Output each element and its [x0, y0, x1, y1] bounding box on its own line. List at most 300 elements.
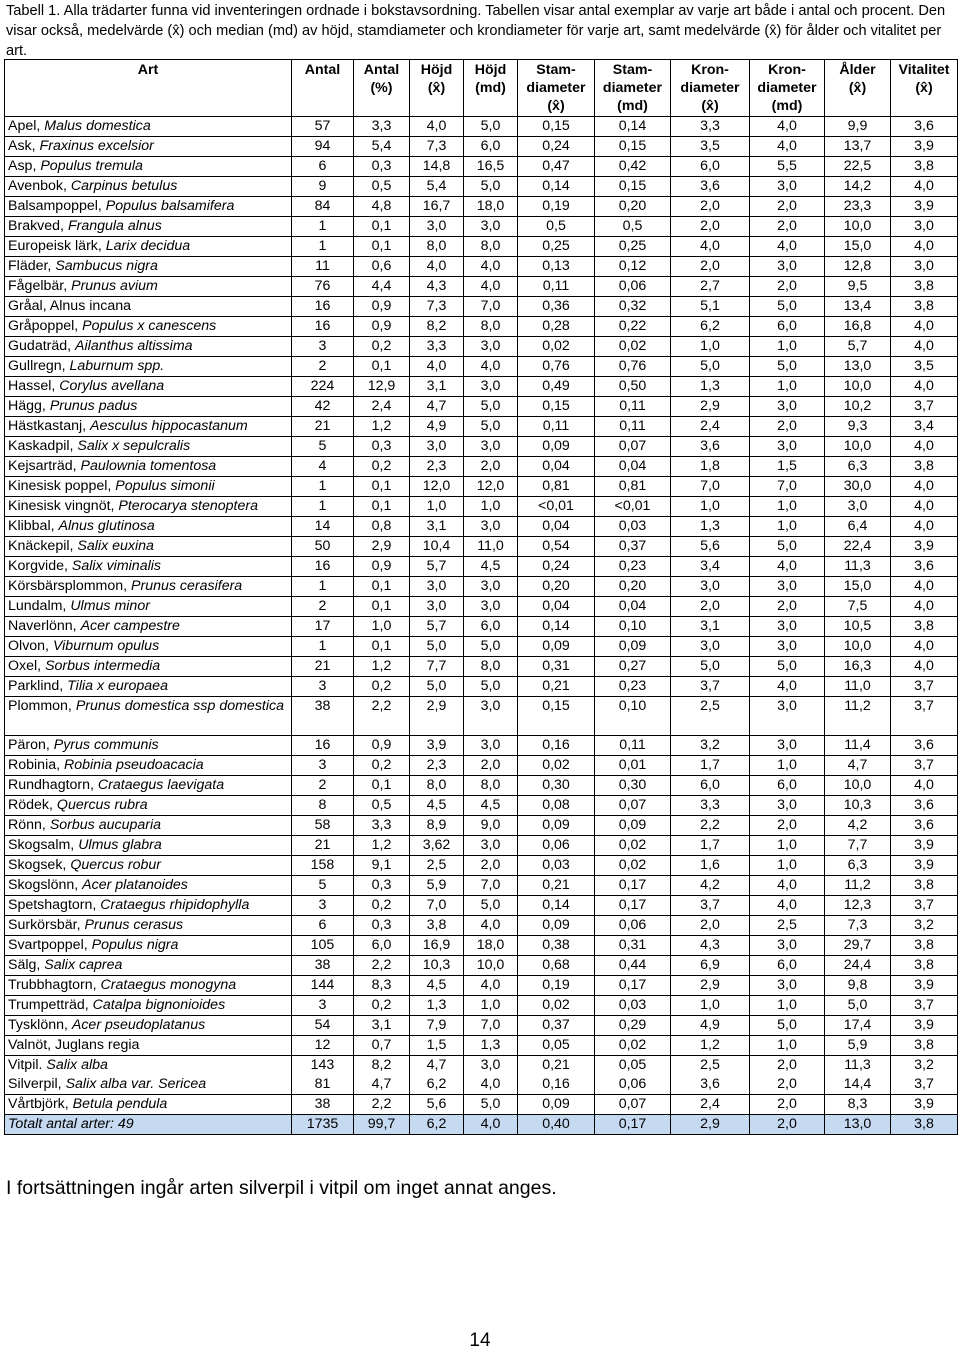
value-cell: 4,5	[410, 796, 464, 816]
value-cell: 1,0	[410, 497, 464, 517]
value-cell: 0,9	[354, 317, 410, 337]
value-cell: 0,25	[518, 237, 595, 257]
value-cell: 15,0	[825, 237, 891, 257]
value-cell: 6,2	[410, 1115, 464, 1135]
scientific-name: Viburnum opulus	[52, 638, 160, 654]
scientific-name: Acer campestre	[80, 618, 180, 634]
scientific-name: Robinia pseudoacacia	[64, 757, 204, 773]
value-cell: 3,8	[891, 297, 958, 317]
value-cell: 2,0	[750, 417, 825, 437]
value-cell: 58	[292, 816, 354, 836]
value-cell: 3,0	[750, 976, 825, 996]
column-header-line: (%)	[370, 80, 393, 96]
species-name	[5, 157, 292, 177]
scientific-name: Crataegus laevigata	[97, 777, 225, 793]
value-cell: 0,17	[595, 896, 671, 916]
table-row	[5, 477, 958, 497]
scientific-name: Aesculus hippocastanum	[90, 418, 248, 434]
value-cell: <0,01	[595, 497, 671, 517]
value-cell: 0,40	[518, 1115, 595, 1135]
value-cell: 3,8	[891, 876, 958, 896]
value-cell: 84	[292, 197, 354, 217]
value-cell: 3,7	[671, 677, 750, 697]
value-cell: 12,0	[410, 477, 464, 497]
value-cell: 5,0	[464, 177, 518, 197]
value-cell: 18,0	[464, 197, 518, 217]
species-name	[5, 916, 292, 936]
scientific-name: Prunus avium	[71, 278, 158, 294]
value-cell: 1,5	[410, 1036, 464, 1056]
value-cell	[750, 1056, 825, 1095]
species-name	[5, 197, 292, 217]
value-cell: 6	[292, 916, 354, 936]
species-name	[5, 956, 292, 976]
value-cell: 99,7	[354, 1115, 410, 1135]
value-cell: 2,0	[750, 1095, 825, 1115]
value-cell: 6,0	[354, 936, 410, 956]
value-cell: 2,0	[464, 457, 518, 477]
table-row	[5, 856, 958, 876]
value-cell: 2,5	[410, 856, 464, 876]
value-cell: 16,9	[410, 936, 464, 956]
value-cell: 0,11	[518, 277, 595, 297]
column-header-line: diameter	[602, 80, 663, 96]
value-cell: 5,0	[750, 297, 825, 317]
scientific-name: Betula pendula	[72, 1096, 168, 1112]
value-cell: 0,17	[595, 1115, 671, 1135]
value-cell: 2	[292, 597, 354, 617]
value-cell: 0,11	[595, 397, 671, 417]
value-cell: 0,19	[518, 197, 595, 217]
value-cell: 0,31	[595, 936, 671, 956]
value-cell: 0,02	[595, 1036, 671, 1056]
scientific-name: Salix euxina	[77, 538, 154, 554]
value-cell: 0,05	[518, 1036, 595, 1056]
total-row	[5, 1115, 958, 1135]
species-name	[5, 177, 292, 197]
value-cell: 0,07	[595, 796, 671, 816]
value-cell: 1,0	[464, 996, 518, 1016]
value-cell: 1,0	[671, 996, 750, 1016]
value-cell: 0,02	[518, 996, 595, 1016]
value-cell: 4,0	[891, 577, 958, 597]
value-cell: 3,0	[750, 437, 825, 457]
column-header-line: (x̂)	[427, 80, 446, 96]
value-cell: 1,0	[750, 756, 825, 776]
value-cell: 10,0	[464, 956, 518, 976]
value-cell: 0,04	[595, 597, 671, 617]
value-cell: 18,0	[464, 936, 518, 956]
value-cell: 0,04	[518, 597, 595, 617]
species-name	[5, 1036, 292, 1056]
value-cell: 7,0	[671, 477, 750, 497]
value-cell: 0,38	[518, 936, 595, 956]
column-header-line: (md)	[771, 98, 803, 114]
common-name: Brakved,	[8, 218, 68, 234]
column-header-line: diameter	[526, 80, 586, 96]
value-cell: 11,0	[464, 537, 518, 557]
table-row	[5, 197, 958, 217]
scientific-name: Sorbus aucuparia	[49, 817, 162, 833]
value-line: 3,7	[914, 1076, 934, 1092]
scientific-name: Laburnum spp.	[69, 358, 165, 374]
value-cell: 4,0	[671, 237, 750, 257]
value-cell: 4,5	[464, 796, 518, 816]
value-cell: 5,0	[410, 677, 464, 697]
total-label: Totalt antal arter: 49	[5, 1115, 292, 1135]
common-name: Trumpetträd,	[8, 997, 93, 1013]
common-name: Tysklönn,	[8, 1017, 72, 1033]
value-cell: 0,10	[595, 617, 671, 637]
value-cell: 4,7	[410, 397, 464, 417]
value-cell: 3,3	[671, 796, 750, 816]
value-cell: 0,15	[595, 137, 671, 157]
value-cell: 3,6	[891, 117, 958, 137]
species-name	[5, 1056, 292, 1095]
scientific-name: Corylus avellana	[59, 378, 165, 394]
value-cell: 21	[292, 657, 354, 677]
value-cell: 8,3	[354, 976, 410, 996]
value-cell: 3,9	[891, 976, 958, 996]
species-name	[5, 377, 292, 397]
column-header-line: diameter	[680, 80, 740, 96]
scientific-name: Quercus robur	[70, 857, 161, 873]
value-cell	[354, 1056, 410, 1095]
value-cell: 0,20	[595, 197, 671, 217]
value-cell: 11,2	[825, 876, 891, 896]
species-name	[5, 697, 292, 736]
value-cell: 1,0	[464, 497, 518, 517]
value-cell: 3,0	[671, 637, 750, 657]
column-header-line: (md)	[617, 98, 648, 114]
table-row	[5, 317, 958, 337]
value-cell: 0,15	[518, 697, 595, 736]
value-cell: 2	[292, 776, 354, 796]
value-cell: 4,5	[410, 976, 464, 996]
species-name	[5, 1095, 292, 1115]
table-row	[5, 117, 958, 137]
value-line: 4,0	[480, 1076, 501, 1092]
value-cell: 2,0	[750, 816, 825, 836]
value-cell: 3,0	[410, 437, 464, 457]
value-cell: 3,0	[464, 337, 518, 357]
value-cell: 21	[292, 417, 354, 437]
value-cell: 0,11	[518, 417, 595, 437]
common-name: Knäckepil,	[8, 538, 78, 554]
species-name	[5, 976, 292, 996]
table-row	[5, 1056, 958, 1095]
value-cell: 8	[292, 796, 354, 816]
value-cell: 3,0	[464, 517, 518, 537]
value-cell: 4,0	[750, 677, 825, 697]
value-cell: 4,2	[671, 876, 750, 896]
value-cell: 2,9	[671, 1115, 750, 1135]
value-cell: 0,15	[595, 177, 671, 197]
species-name	[5, 457, 292, 477]
value-cell: 0,5	[354, 177, 410, 197]
species-name	[5, 317, 292, 337]
value-cell: 0,10	[595, 697, 671, 736]
value-line: 3,6	[700, 1076, 720, 1092]
common-name: Asp,	[8, 158, 41, 174]
table-row	[5, 896, 958, 916]
table-row	[5, 657, 958, 677]
column-header	[891, 60, 958, 117]
common-name: Skogslönn,	[8, 877, 83, 893]
value-cell: 10,2	[825, 397, 891, 417]
value-cell: 7,7	[410, 657, 464, 677]
value-cell: 5,4	[410, 177, 464, 197]
value-cell: 8,0	[464, 776, 518, 796]
table-row	[5, 497, 958, 517]
value-cell: 0,20	[518, 577, 595, 597]
value-cell: 7,3	[825, 916, 891, 936]
table-row	[5, 756, 958, 776]
value-cell: 4,0	[891, 177, 958, 197]
common-name: Robinia,	[8, 757, 64, 773]
value-cell: 0,2	[354, 996, 410, 1016]
value-cell: 3,9	[891, 1095, 958, 1115]
common-name: Lundalm,	[8, 598, 71, 614]
value-cell: 7,0	[464, 1016, 518, 1036]
value-cell	[595, 1056, 671, 1095]
common-name: Skogsalm,	[8, 837, 79, 853]
value-cell: 14,2	[825, 177, 891, 197]
scientific-name: Acer pseudoplatanus	[71, 1017, 206, 1033]
value-cell: 3,0	[750, 697, 825, 736]
value-cell: 3,0	[464, 836, 518, 856]
column-header-line: Stam-	[612, 62, 653, 78]
column-header	[5, 60, 292, 117]
value-cell: 4,0	[891, 237, 958, 257]
value-cell: 8,0	[464, 657, 518, 677]
table-row	[5, 736, 958, 756]
table-row	[5, 876, 958, 896]
value-cell: 3,3	[671, 117, 750, 137]
species-name	[5, 876, 292, 896]
species-name	[5, 357, 292, 377]
value-cell: 3,9	[891, 197, 958, 217]
value-cell: 0,09	[595, 637, 671, 657]
value-cell: 3,9	[891, 137, 958, 157]
scientific-name: Salix viminalis	[71, 558, 161, 574]
value-cell: 17	[292, 617, 354, 637]
value-cell: 12,8	[825, 257, 891, 277]
value-cell: 3,1	[410, 517, 464, 537]
value-cell: 30,0	[825, 477, 891, 497]
value-cell: 4,0	[750, 237, 825, 257]
value-cell: 10,5	[825, 617, 891, 637]
table-row	[5, 397, 958, 417]
value-cell: 6,9	[671, 956, 750, 976]
value-cell: 3,0	[464, 217, 518, 237]
value-cell: 5,0	[750, 657, 825, 677]
value-cell: 8,0	[410, 237, 464, 257]
value-cell: 38	[292, 1095, 354, 1115]
column-header-line: (x̂)	[547, 98, 565, 114]
value-cell: 1,3	[671, 517, 750, 537]
value-cell: 3,0	[464, 377, 518, 397]
value-cell: 8,3	[825, 1095, 891, 1115]
scientific-name: Prunus domestica ssp domestica	[75, 698, 284, 714]
species-name	[5, 417, 292, 437]
value-cell: 3,5	[891, 357, 958, 377]
value-cell: 0,9	[354, 297, 410, 317]
value-cell: 0,76	[518, 357, 595, 377]
column-header	[354, 60, 410, 117]
scientific-name: Prunus cerasus	[84, 917, 184, 933]
common-name: Surkörsbär,	[8, 917, 85, 933]
value-cell: 3,8	[891, 617, 958, 637]
table-row	[5, 1036, 958, 1056]
table-row	[5, 157, 958, 177]
scientific-name: Populus tremula	[40, 158, 143, 174]
species-name	[5, 137, 292, 157]
value-cell: 0,24	[518, 137, 595, 157]
value-cell: 3	[292, 996, 354, 1016]
column-header-line: diameter	[757, 80, 817, 96]
value-cell: 5,0	[464, 637, 518, 657]
value-cell: 3,6	[671, 177, 750, 197]
value-cell: 6,0	[671, 776, 750, 796]
scientific-name: Ulmus glabra	[78, 837, 162, 853]
value-cell: 1	[292, 497, 354, 517]
value-cell: 5,6	[671, 537, 750, 557]
species-name	[5, 397, 292, 417]
value-cell: 0,02	[595, 856, 671, 876]
value-cell: 6,2	[671, 317, 750, 337]
value-cell: 3,7	[671, 896, 750, 916]
common-name: Kaskadpil,	[8, 438, 78, 454]
scientific-name: Larix decidua	[105, 238, 191, 254]
value-cell: 0,3	[354, 916, 410, 936]
value-cell: 0,04	[518, 517, 595, 537]
column-header-line: Höjd	[420, 62, 453, 78]
value-cell: 9,3	[825, 417, 891, 437]
value-cell: 0,44	[595, 956, 671, 976]
table-row	[5, 617, 958, 637]
species-name	[5, 517, 292, 537]
value-cell: 4,0	[464, 1115, 518, 1135]
species-name	[5, 497, 292, 517]
value-cell: 38	[292, 697, 354, 736]
value-cell: 3,0	[464, 437, 518, 457]
value-line: 11,3	[844, 1057, 871, 1073]
common-name: Oxel,	[8, 658, 46, 674]
value-cell: 4,8	[354, 197, 410, 217]
common-name: Svartpoppel,	[8, 937, 92, 953]
value-cell: 3,0	[750, 936, 825, 956]
common-name: Kinesisk poppel,	[8, 478, 116, 494]
value-cell: 2,9	[410, 697, 464, 736]
species-name	[5, 337, 292, 357]
scientific-name: Pyrus communis	[53, 737, 159, 753]
value-cell: 3,8	[891, 157, 958, 177]
scientific-name: Ulmus minor	[70, 598, 150, 614]
value-cell: 24,4	[825, 956, 891, 976]
common-name: Balsampoppel,	[8, 198, 106, 214]
table-row	[5, 517, 958, 537]
value-cell: 3,3	[354, 816, 410, 836]
value-cell: 3,1	[671, 617, 750, 637]
value-cell: 0,06	[595, 916, 671, 936]
value-cell: 1,0	[750, 1036, 825, 1056]
value-cell: 3,0	[750, 177, 825, 197]
value-cell: 6,3	[825, 457, 891, 477]
value-cell: 9,0	[464, 816, 518, 836]
value-cell: 0,5	[354, 796, 410, 816]
column-header-line: (x̂)	[915, 80, 933, 96]
value-cell: 1,3	[410, 996, 464, 1016]
value-line: 0,21	[542, 1057, 570, 1073]
value-cell: 0,2	[354, 337, 410, 357]
value-cell: 8,9	[410, 816, 464, 836]
value-cell: 1,0	[750, 377, 825, 397]
species-name	[5, 1016, 292, 1036]
species-name	[5, 657, 292, 677]
value-cell: 0,22	[595, 317, 671, 337]
value-cell: 1,8	[671, 457, 750, 477]
value-cell: 0,09	[518, 916, 595, 936]
scientific-name: Alnus glutinosa	[58, 518, 155, 534]
value-cell: 0,81	[518, 477, 595, 497]
value-cell: 3,3	[410, 337, 464, 357]
value-cell: 0,1	[354, 357, 410, 377]
value-cell: 3,0	[891, 217, 958, 237]
column-header	[410, 60, 464, 117]
value-cell: 0,30	[518, 776, 595, 796]
value-cell: 0,06	[595, 277, 671, 297]
common-name: Europeisk lärk,	[8, 238, 106, 254]
value-cell: 16,8	[825, 317, 891, 337]
value-line: 4,7	[426, 1057, 447, 1073]
column-header	[518, 60, 595, 117]
scientific-name: Malus domestica	[44, 118, 151, 134]
value-cell: 0,6	[354, 257, 410, 277]
value-cell: 3,0	[750, 397, 825, 417]
table-row	[5, 697, 958, 736]
column-header-line: Antal	[363, 62, 400, 78]
scientific-name: Quercus rubra	[56, 797, 148, 813]
value-line: 0,16	[542, 1076, 570, 1092]
value-cell: 0,76	[595, 357, 671, 377]
value-cell: 2,0	[750, 1115, 825, 1135]
scientific-name: Ailanthus altissima	[75, 338, 193, 354]
value-cell: 0,07	[595, 1095, 671, 1115]
table-row	[5, 976, 958, 996]
value-cell: 0,03	[518, 856, 595, 876]
value-cell: 0,2	[354, 457, 410, 477]
value-cell: 12,9	[354, 377, 410, 397]
scientific-name: Crataegus rhipidophylla	[100, 897, 250, 913]
value-cell	[464, 1056, 518, 1095]
value-cell: 11,2	[825, 697, 891, 736]
value-cell: 5,0	[464, 117, 518, 137]
value-cell: 0,02	[595, 337, 671, 357]
table-row	[5, 776, 958, 796]
value-cell: 16,3	[825, 657, 891, 677]
value-cell: 1,0	[750, 337, 825, 357]
value-cell: 2,2	[671, 816, 750, 836]
value-cell: 1,0	[354, 617, 410, 637]
value-cell: 1,7	[671, 756, 750, 776]
species-name	[5, 537, 292, 557]
common-name: Korgvide,	[8, 558, 72, 574]
value-cell: 0,54	[518, 537, 595, 557]
value-cell: 6,0	[750, 956, 825, 976]
value-cell: 0,14	[518, 896, 595, 916]
value-cell: 0,23	[595, 557, 671, 577]
